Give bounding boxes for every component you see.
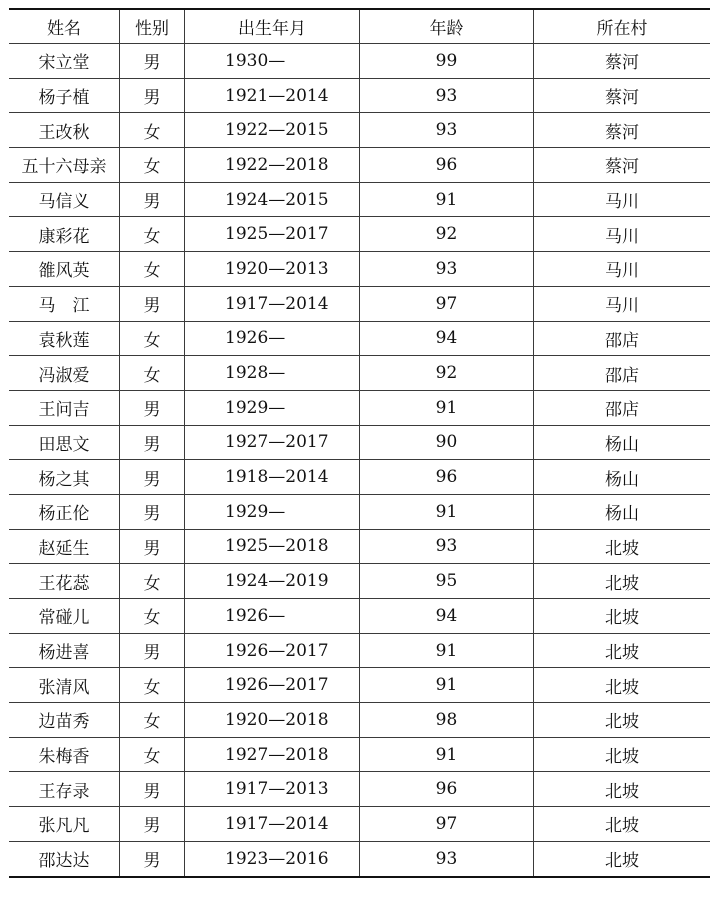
table-row [9, 633, 710, 668]
cell-name: 杨进喜 [9, 633, 120, 668]
cell-gender: 女 [120, 564, 185, 599]
cell-village: 马川 [534, 182, 711, 217]
cell-village: 蔡河 [534, 44, 711, 79]
cell-birth-death: 1917—2013 [185, 772, 360, 807]
cell-village: 马川 [534, 217, 711, 252]
cell-age: 97 [360, 807, 534, 842]
cell-village: 北坡 [534, 599, 711, 634]
cell-age: 93 [360, 78, 534, 113]
cell-village: 邵店 [534, 356, 711, 391]
cell-age: 90 [360, 425, 534, 460]
cell-birth-death: 1930— [185, 44, 360, 79]
cell-gender: 女 [120, 668, 185, 703]
cell-name: 赵延生 [9, 529, 120, 564]
cell-birth-death: 1924—2019 [185, 564, 360, 599]
cell-age: 94 [360, 599, 534, 634]
cell-village: 北坡 [534, 772, 711, 807]
cell-birth-death: 1927—2017 [185, 425, 360, 460]
cell-age: 93 [360, 841, 534, 876]
table-row [9, 668, 710, 703]
cell-birth-death: 1925—2018 [185, 529, 360, 564]
cell-birth-death: 1929— [185, 390, 360, 425]
cell-village: 邵店 [534, 321, 711, 356]
cell-birth-death: 1925—2017 [185, 217, 360, 252]
cell-village: 北坡 [534, 841, 711, 876]
cell-age: 91 [360, 494, 534, 529]
cell-birth-death: 1926—2017 [185, 668, 360, 703]
cell-village: 北坡 [534, 529, 711, 564]
cell-name: 马信义 [9, 182, 120, 217]
cell-birth-death: 1922—2015 [185, 113, 360, 148]
cell-gender: 男 [120, 494, 185, 529]
table-row [9, 217, 710, 252]
table-row [9, 564, 710, 599]
cell-name: 康彩花 [9, 217, 120, 252]
cell-gender: 女 [120, 148, 185, 183]
table-row [9, 425, 710, 460]
cell-gender: 女 [120, 113, 185, 148]
cell-gender: 男 [120, 772, 185, 807]
cell-name: 王存录 [9, 772, 120, 807]
cell-birth-death: 1926—2017 [185, 633, 360, 668]
cell-village: 邵店 [534, 390, 711, 425]
table-row [9, 841, 710, 876]
cell-village: 马川 [534, 252, 711, 287]
table-row [9, 529, 710, 564]
cell-gender: 女 [120, 703, 185, 738]
table-row [9, 182, 710, 217]
cell-name: 田思文 [9, 425, 120, 460]
cell-birth-death: 1926— [185, 321, 360, 356]
table-row [9, 460, 710, 495]
cell-name: 宋立堂 [9, 44, 120, 79]
cell-gender: 男 [120, 390, 185, 425]
cell-name: 朱梅香 [9, 737, 120, 772]
cell-village: 北坡 [534, 668, 711, 703]
cell-birth-death: 1929— [185, 494, 360, 529]
cell-age: 93 [360, 252, 534, 287]
table-row [9, 286, 710, 321]
cell-birth-death: 1918—2014 [185, 460, 360, 495]
cell-age: 99 [360, 44, 534, 79]
cell-age: 95 [360, 564, 534, 599]
table-row [9, 599, 710, 634]
cell-name: 邵达达 [9, 841, 120, 876]
cell-name: 张凡凡 [9, 807, 120, 842]
cell-name: 袁秋莲 [9, 321, 120, 356]
cell-village: 北坡 [534, 737, 711, 772]
cell-gender: 女 [120, 356, 185, 391]
cell-age: 94 [360, 321, 534, 356]
cell-birth-death: 1920—2018 [185, 703, 360, 738]
table-row [9, 390, 710, 425]
cell-gender: 女 [120, 252, 185, 287]
cell-village: 蔡河 [534, 78, 711, 113]
cell-gender: 女 [120, 599, 185, 634]
cell-age: 91 [360, 737, 534, 772]
table-row [9, 321, 710, 356]
cell-gender: 男 [120, 460, 185, 495]
cell-gender: 女 [120, 737, 185, 772]
cell-birth-death: 1927—2018 [185, 737, 360, 772]
cell-birth-death: 1928— [185, 356, 360, 391]
cell-village: 北坡 [534, 564, 711, 599]
cell-village: 杨山 [534, 494, 711, 529]
cell-gender: 男 [120, 286, 185, 321]
cell-name: 张清风 [9, 668, 120, 703]
cell-village: 北坡 [534, 807, 711, 842]
cell-birth-death: 1924—2015 [185, 182, 360, 217]
table-row [9, 78, 710, 113]
cell-age: 98 [360, 703, 534, 738]
cell-gender: 男 [120, 182, 185, 217]
cell-age: 91 [360, 633, 534, 668]
table-row [9, 356, 710, 391]
document-page [9, 8, 707, 878]
table-row [9, 737, 710, 772]
cell-age: 96 [360, 148, 534, 183]
cell-village: 蔡河 [534, 148, 711, 183]
cell-gender: 男 [120, 841, 185, 876]
cell-age: 92 [360, 217, 534, 252]
header-village: 所在村 [534, 9, 711, 44]
cell-birth-death: 1917—2014 [185, 286, 360, 321]
cell-name: 杨子植 [9, 78, 120, 113]
cell-gender: 男 [120, 529, 185, 564]
cell-gender: 男 [120, 44, 185, 79]
cell-age: 91 [360, 182, 534, 217]
cell-name: 五十六母亲 [9, 148, 120, 183]
table-row [9, 772, 710, 807]
cell-age: 93 [360, 529, 534, 564]
cell-age: 91 [360, 668, 534, 703]
cell-village: 马川 [534, 286, 711, 321]
table-body [9, 44, 710, 877]
cell-age: 96 [360, 460, 534, 495]
cell-gender: 男 [120, 425, 185, 460]
table-row [9, 252, 710, 287]
cell-village: 蔡河 [534, 113, 711, 148]
header-age: 年龄 [360, 9, 534, 44]
table-header-row [9, 9, 710, 44]
header-birth-death: 出生年月 [185, 9, 360, 44]
table-row [9, 113, 710, 148]
cell-gender: 男 [120, 78, 185, 113]
cell-age: 92 [360, 356, 534, 391]
cell-birth-death: 1923—2016 [185, 841, 360, 876]
header-gender: 性别 [120, 9, 185, 44]
cell-age: 97 [360, 286, 534, 321]
cell-name: 王问吉 [9, 390, 120, 425]
cell-birth-death: 1926— [185, 599, 360, 634]
cell-name: 冯淑爱 [9, 356, 120, 391]
cell-age: 96 [360, 772, 534, 807]
cell-gender: 男 [120, 633, 185, 668]
header-name: 姓名 [9, 9, 120, 44]
cell-birth-death: 1917—2014 [185, 807, 360, 842]
cell-age: 93 [360, 113, 534, 148]
table-row [9, 44, 710, 79]
table-row [9, 494, 710, 529]
cell-name: 常碰儿 [9, 599, 120, 634]
cell-name: 王改秋 [9, 113, 120, 148]
cell-village: 杨山 [534, 425, 711, 460]
cell-age: 91 [360, 390, 534, 425]
table-row [9, 148, 710, 183]
table-row [9, 807, 710, 842]
cell-village: 北坡 [534, 703, 711, 738]
cell-name: 杨正伦 [9, 494, 120, 529]
cell-name: 雒风英 [9, 252, 120, 287]
longevity-table [9, 8, 710, 878]
cell-gender: 女 [120, 321, 185, 356]
cell-name: 马 江 [9, 286, 120, 321]
cell-gender: 女 [120, 217, 185, 252]
cell-name: 王花蕊 [9, 564, 120, 599]
cell-name: 杨之其 [9, 460, 120, 495]
cell-birth-death: 1920—2013 [185, 252, 360, 287]
cell-gender: 男 [120, 807, 185, 842]
cell-birth-death: 1921—2014 [185, 78, 360, 113]
cell-name: 边苗秀 [9, 703, 120, 738]
cell-village: 北坡 [534, 633, 711, 668]
cell-birth-death: 1922—2018 [185, 148, 360, 183]
cell-village: 杨山 [534, 460, 711, 495]
table-row [9, 703, 710, 738]
